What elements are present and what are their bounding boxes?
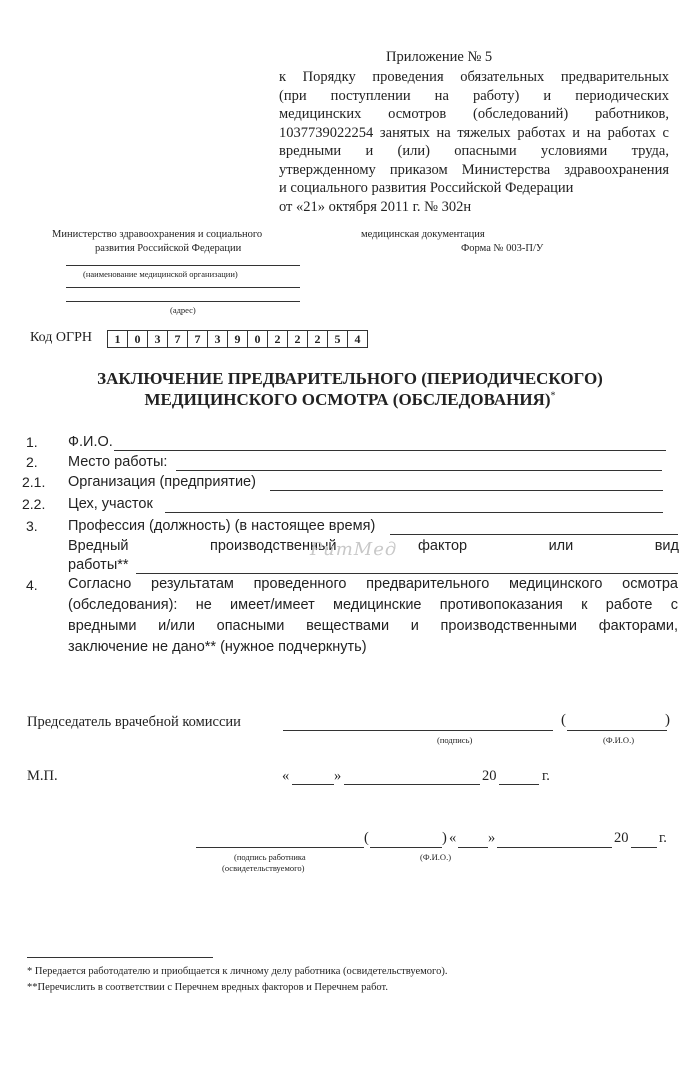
item-number: 1. (26, 434, 38, 450)
org-name-line (66, 265, 300, 266)
harmful-word: производственный (209, 538, 337, 554)
ogrn-digit: 7 (168, 331, 188, 347)
appendix-text (279, 68, 669, 216)
conclusion-line: вредными и/или опасными веществами и производственными факторами, (68, 618, 678, 634)
ogrn-code-boxes (107, 330, 368, 348)
worker-fio-caption: (Ф.И.О.) (420, 852, 452, 862)
item-number: 2.2. (22, 496, 46, 512)
harmful-word: вид (654, 538, 679, 554)
worker-sign-caption: (освидетельствуемого) (222, 863, 305, 873)
appendix-title: Приложение № 5 (386, 49, 493, 65)
appendix-line: (при поступлении на работу) и периодических (279, 87, 669, 104)
appendix-line: 1037739022254 занятых на тяжелых работах и на работах с (279, 124, 669, 141)
title-footnote-mark: * (550, 390, 556, 402)
ogrn-digit: 1 (108, 331, 128, 347)
ogrn-digit: 0 (248, 331, 268, 347)
ministry-line1: Министерство здравоохранения и социального (52, 229, 263, 240)
year-prefix: 20 (614, 830, 629, 846)
address-line-2 (66, 301, 300, 302)
harmful-word: Вредный (68, 538, 129, 554)
profession-label: Профессия (должность) (в настоящее время) (68, 518, 376, 534)
footnote-separator (27, 957, 213, 958)
fio-field[interactable] (114, 450, 666, 451)
ogrn-digit: 2 (308, 331, 328, 347)
year-suffix: г. (659, 830, 667, 846)
paren-close: ) (665, 712, 670, 728)
quote-open: « (449, 830, 457, 846)
year-suffix: г. (542, 768, 550, 784)
organization-label: Организация (предприятие) (68, 474, 256, 490)
worker-fio-field[interactable] (370, 847, 442, 848)
address-line-1 (66, 287, 300, 288)
chairman-label: Председатель врачебной комиссии (27, 714, 241, 730)
quote-close: » (334, 768, 342, 784)
document-title-line2 (0, 390, 700, 410)
worker-date-year-field[interactable] (631, 847, 657, 848)
conclusion-line: (обследования): не имеет/имеет медицинские противопоказания к работе с (68, 597, 678, 613)
appendix-line: медицинских осмотров (обследований) работников, (279, 106, 669, 122)
sign-caption: (подпись) (437, 735, 473, 745)
appendix-line: утвержденному приказом Министерства здравоохранения (279, 161, 669, 178)
ogrn-digit: 3 (148, 331, 168, 347)
work-type-label: работы** (68, 557, 129, 573)
harmful-word: или (548, 538, 574, 554)
item-number: 3. (26, 518, 38, 534)
fio-caption: (Ф.И.О.) (603, 735, 635, 745)
workplace-label: Место работы: (68, 454, 168, 470)
paren-open: ( (364, 830, 369, 846)
org-name-caption: (наименование медицинской организации) (83, 269, 238, 279)
ogrn-digit: 5 (328, 331, 348, 347)
quote-close: » (488, 830, 496, 846)
title-text: МЕДИЦИНСКОГО ОСМОТРА (ОБСЛЕДОВАНИЯ) (144, 390, 551, 409)
paren-close: ) (442, 830, 447, 846)
paren-open: ( (561, 712, 566, 728)
chairman-fio-field[interactable] (567, 730, 667, 731)
stamp-place-label: М.П. (27, 768, 58, 784)
appendix-line: и социального развития Российской Федерации (279, 180, 574, 196)
item-number: 2.1. (22, 474, 46, 490)
conclusion-line: Согласно результатам проведенного предварительного медицинского осмотра (68, 576, 678, 592)
date-year-field[interactable] (499, 784, 539, 785)
ogrn-digit: 2 (268, 331, 288, 347)
profession-field[interactable] (390, 534, 678, 535)
ogrn-digit: 3 (208, 331, 228, 347)
conclusion-paragraph (68, 574, 678, 658)
worker-sign-caption: (подпись работника (234, 852, 306, 862)
ogrn-digit: 0 (128, 331, 148, 347)
address-caption: (адрес) (170, 305, 196, 315)
item-number: 4. (26, 577, 38, 593)
harmful-word: фактор (417, 538, 468, 554)
appendix-line: от «21» октября 2011 г. № 302н (279, 198, 472, 215)
chairman-signature-field[interactable] (283, 730, 553, 731)
footnote-1: * Передается работодателю и приобщается к личному делу работника (освидетельствуемого). (27, 966, 448, 977)
ogrn-digit: 7 (188, 331, 208, 347)
fio-label: Ф.И.О. (68, 434, 113, 450)
quote-open: « (282, 768, 290, 784)
ogrn-digit: 4 (354, 332, 361, 346)
document-title-line1: ЗАКЛЮЧЕНИЕ ПРЕДВАРИТЕЛЬНОГО (ПЕРИОДИЧЕСКОГО) (97, 369, 603, 388)
conclusion-line: заключение не дано** (нужное подчеркнуть) (68, 639, 367, 655)
doc-type: медицинская документация (361, 229, 485, 240)
ogrn-digit: 2 (288, 331, 308, 347)
ministry-line2: развития Российской Федерации (95, 243, 242, 254)
ogrn-digit: 9 (228, 331, 248, 347)
year-prefix: 20 (482, 768, 497, 784)
item-number: 2. (26, 454, 38, 470)
date-month-field[interactable] (344, 784, 480, 785)
footnote-2: **Перечислить в соответствии с Перечнем вредных факторов и Перечнем работ. (27, 982, 388, 993)
ogrn-label: Код ОГРН (30, 330, 92, 345)
appendix-line: вредными и (или) опасными условиями труда, (279, 143, 669, 159)
form-number: Форма № 003-П/У (461, 243, 544, 254)
workplace-field[interactable] (176, 470, 662, 471)
worker-signature-field[interactable] (196, 847, 364, 848)
worker-date-day-field[interactable] (458, 847, 488, 848)
date-day-field[interactable] (292, 784, 334, 785)
watermark: РитМед (310, 539, 398, 560)
workshop-field[interactable] (165, 512, 663, 513)
worker-date-month-field[interactable] (497, 847, 612, 848)
workshop-label: Цех, участок (68, 496, 153, 512)
organization-field[interactable] (270, 490, 663, 491)
appendix-line: к Порядку проведения обязательных предварительных (279, 69, 669, 85)
